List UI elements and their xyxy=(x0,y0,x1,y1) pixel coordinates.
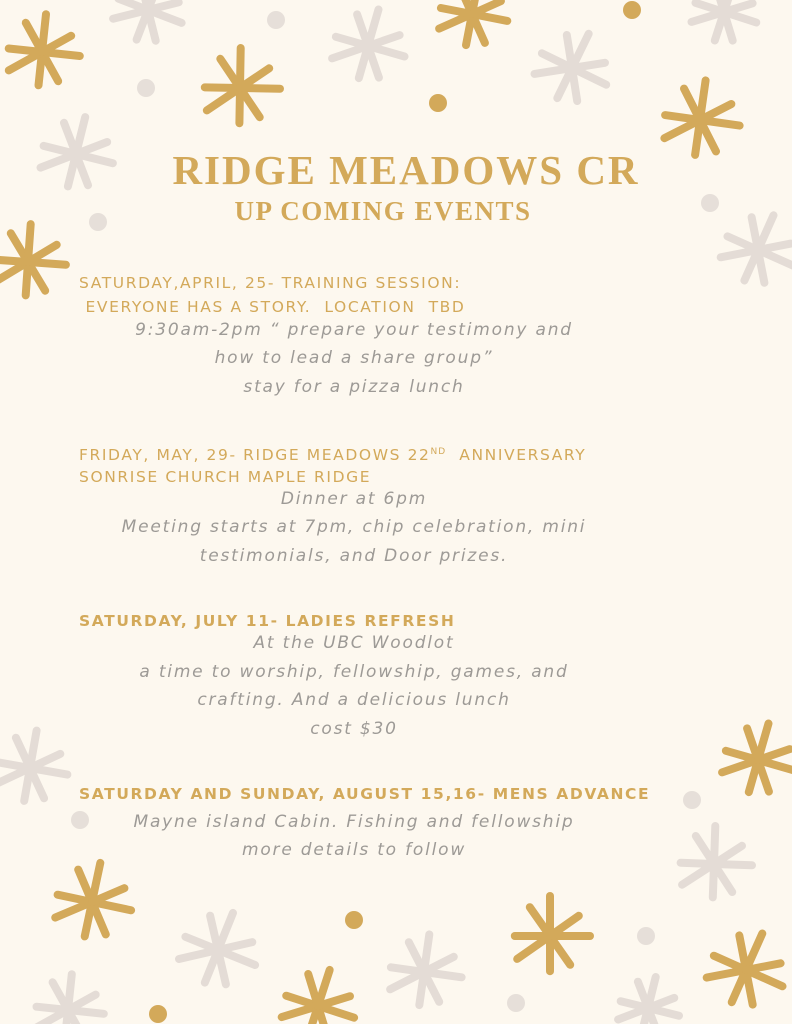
asterisk-star-icon xyxy=(618,977,679,1024)
event-2-heading-line-2: SONRISE CHURCH MAPLE RIDGE xyxy=(79,468,372,486)
decorative-dot xyxy=(137,79,155,97)
asterisk-star-icon xyxy=(282,970,354,1024)
event-1-detail-line-2: how to lead a share group” xyxy=(214,348,494,368)
event-3-detail-line-3: crafting. And a delicious lunch xyxy=(197,690,511,710)
event-2-detail-line-1: Dinner at 6pm xyxy=(280,489,428,509)
event-3-heading: SATURDAY, JULY 11- LADIES REFRESH xyxy=(79,612,456,630)
asterisk-star-icon xyxy=(113,0,182,41)
event-4-detail-line-1: Mayne island Cabin. Fishing and fellowship xyxy=(133,812,575,832)
asterisk-star-icon xyxy=(9,14,80,85)
event-4-heading: SATURDAY AND SUNDAY, AUGUST 15,16- MENS ADVANCE xyxy=(79,785,651,803)
asterisk-star-icon xyxy=(707,934,783,1005)
decorative-dot xyxy=(507,994,525,1012)
event-3-detail-line-1: At the UBC Woodlot xyxy=(253,633,455,653)
asterisk-star-icon xyxy=(722,724,792,793)
asterisk-star-icon xyxy=(515,896,590,971)
asterisk-star-icon xyxy=(205,48,280,123)
event-2-heading-line-1: FRIDAY, MAY, 29- RIDGE MEADOWS 22ND ANNIVERSARY xyxy=(79,446,587,465)
asterisk-star-icon xyxy=(664,80,739,154)
event-1-heading-line-1: SATURDAY,APRIL, 25- TRAINING SESSION: xyxy=(79,274,462,292)
event-3-detail-line-2: a time to worship, fellowship, games, and xyxy=(139,662,569,682)
decorative-dot xyxy=(267,11,285,29)
decorative-dot xyxy=(345,911,363,929)
decorative-dot xyxy=(683,791,701,809)
decorative-dot xyxy=(429,94,447,112)
asterisk-star-icon xyxy=(692,0,757,41)
asterisk-star-icon xyxy=(0,731,67,801)
page-subtitle: UP COMING EVENTS xyxy=(234,196,532,226)
asterisk-star-icon xyxy=(439,0,507,45)
event-3-detail-line-4: cost $30 xyxy=(310,719,398,739)
event-2-detail-line-3: testimonials, and Door prizes. xyxy=(199,546,509,566)
event-2-detail-line-2: Meeting starts at 7pm, chip celebration, mini xyxy=(121,517,587,537)
decorative-dot xyxy=(637,927,655,945)
ordinal-suffix: ND xyxy=(430,447,447,457)
decorative-dot xyxy=(149,1005,167,1023)
asterisk-star-icon xyxy=(0,224,66,295)
decorative-dot xyxy=(623,1,641,19)
asterisk-star-icon xyxy=(37,974,104,1024)
asterisk-star-icon xyxy=(55,863,131,937)
event-1-detail-line-1: 9:30am-2pm “ prepare your testimony and xyxy=(135,320,573,340)
event-1-detail-line-3: stay for a pizza lunch xyxy=(243,377,465,397)
asterisk-star-icon xyxy=(390,934,462,1005)
asterisk-star-icon xyxy=(681,826,752,897)
asterisk-star-icon xyxy=(332,10,404,79)
event-4-detail-line-2: more details to follow xyxy=(241,840,467,860)
event-1-heading-line-2: EVERYONE HAS A STORY. LOCATION TBD xyxy=(79,298,466,316)
page-title: RIDGE MEADOWS CR xyxy=(172,147,640,193)
asterisk-star-icon xyxy=(179,913,255,984)
asterisk-star-icon xyxy=(535,34,607,101)
